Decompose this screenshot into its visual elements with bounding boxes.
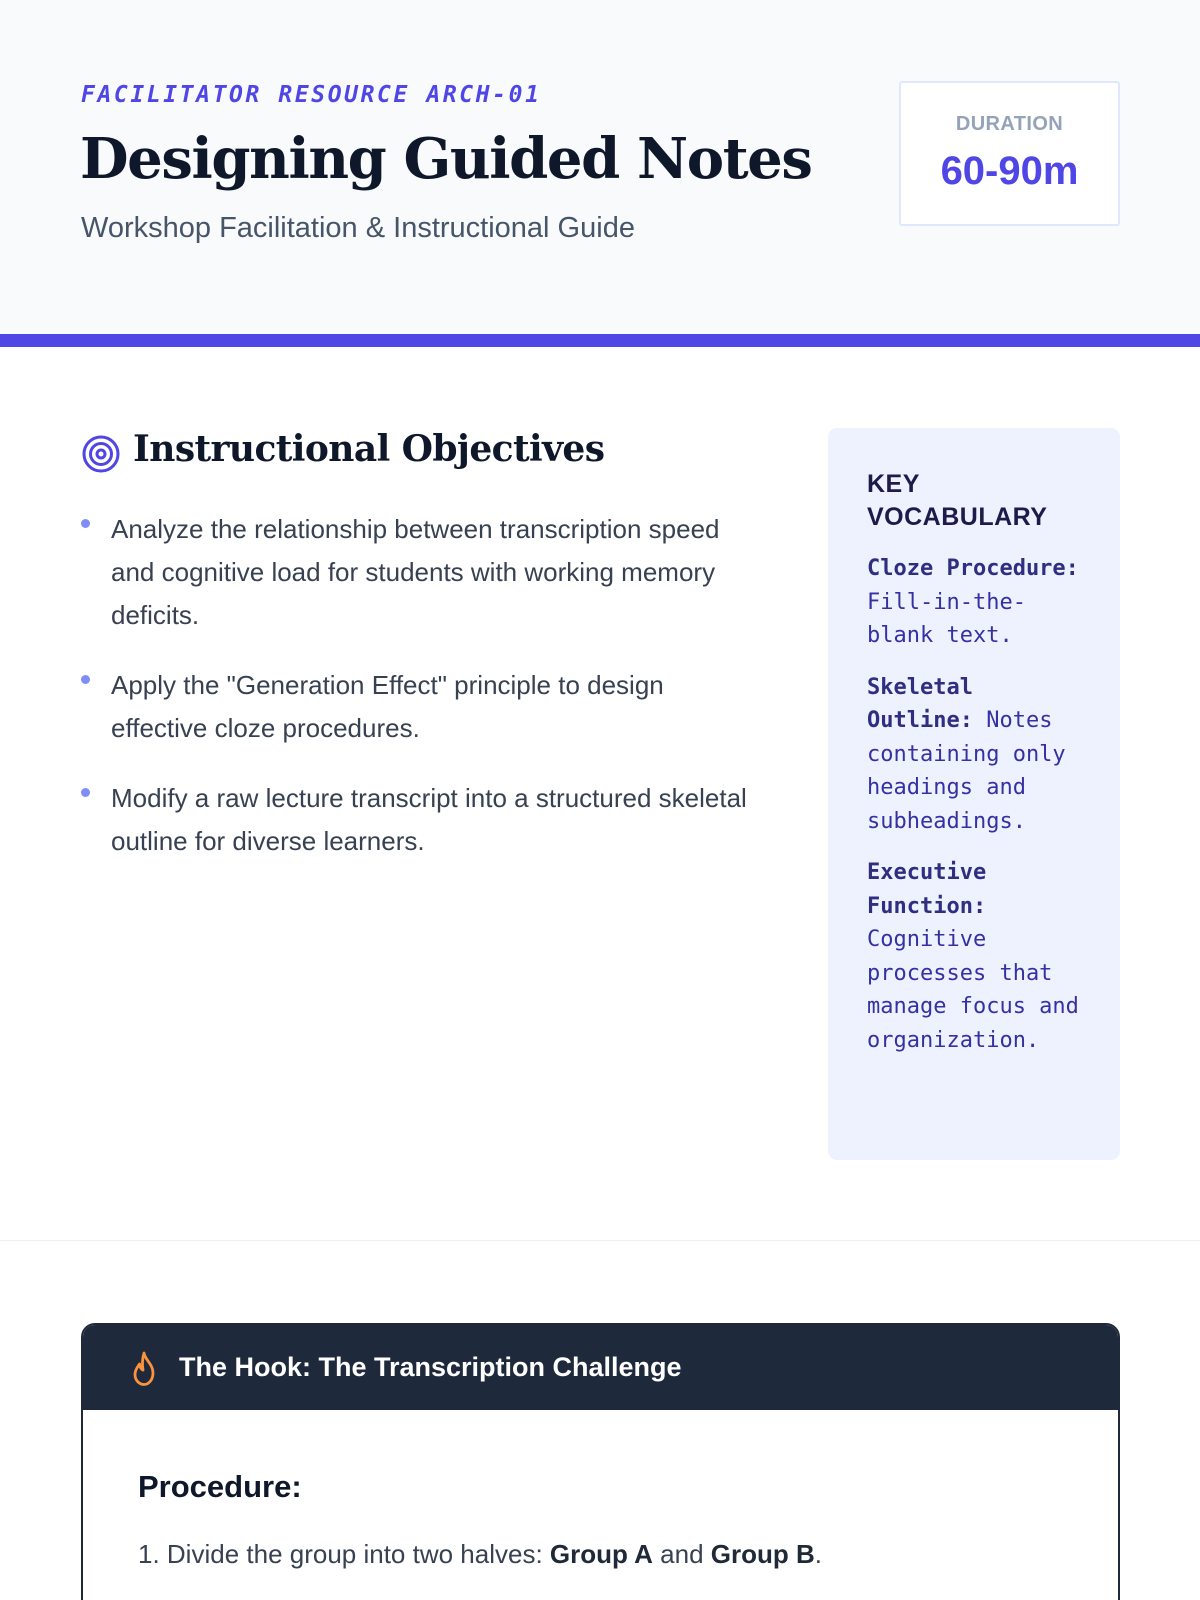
duration-badge — [899, 81, 1120, 226]
hook-card-header — [83, 1325, 1118, 1410]
flame-icon — [129, 1351, 159, 1387]
list-item: Apply the "Generation Effect" principle to design effective cloze procedures. — [80, 664, 760, 750]
hook-card — [81, 1323, 1120, 1600]
step-text: 1. Divide the group into two halves: — [138, 1539, 550, 1569]
group-b-label: Group B — [710, 1539, 815, 1569]
group-a-label: Group A — [549, 1539, 653, 1569]
header — [0, 0, 1200, 334]
vocabulary-title: KEY VOCABULARY — [867, 470, 1048, 531]
target-icon — [81, 434, 121, 474]
header-accent-rule — [0, 334, 1200, 347]
procedure-title: Procedure: — [138, 1469, 302, 1504]
hook-card-title: The Hook: The Transcription Challenge — [179, 1352, 682, 1382]
key-vocabulary-panel — [828, 428, 1120, 1160]
objectives-list — [80, 508, 760, 890]
vocabulary-item — [867, 671, 1092, 839]
page-title: Designing Guided Notes — [80, 126, 812, 192]
resource-id-label: FACILITATOR RESOURCE ARCH-01 — [81, 82, 542, 108]
list-item: Analyze the relationship between transcription speed and cognitive load for students with working memory deficits. — [80, 508, 760, 637]
section-divider — [0, 1240, 1200, 1241]
vocabulary-term: Skeletal Outline: — [867, 674, 973, 733]
duration-value: 60-90m — [940, 149, 1079, 193]
vocabulary-term: Executive Function: — [867, 860, 987, 919]
procedure-step — [138, 1539, 822, 1570]
vocabulary-definition: Notes containing only headings and subheadings. — [867, 708, 1066, 834]
page-subtitle: Workshop Facilitation & Instructional Guide — [81, 212, 635, 244]
step-text: and — [652, 1539, 711, 1569]
duration-label: DURATION — [955, 113, 1064, 135]
objectives-heading: Instructional Objectives — [133, 428, 605, 470]
vocabulary-term: Cloze Procedure: — [867, 556, 1079, 581]
vocabulary-definition: Cognitive processes that manage focus and organization. — [867, 927, 1079, 1053]
vocabulary-item — [867, 856, 1092, 1057]
list-item: Modify a raw lecture transcript into a structured skeletal outline for diverse learners. — [80, 777, 760, 863]
step-text: . — [814, 1539, 822, 1569]
vocabulary-definition: Fill-in-the-blank text. — [867, 589, 1026, 648]
vocabulary-item — [867, 552, 1092, 653]
